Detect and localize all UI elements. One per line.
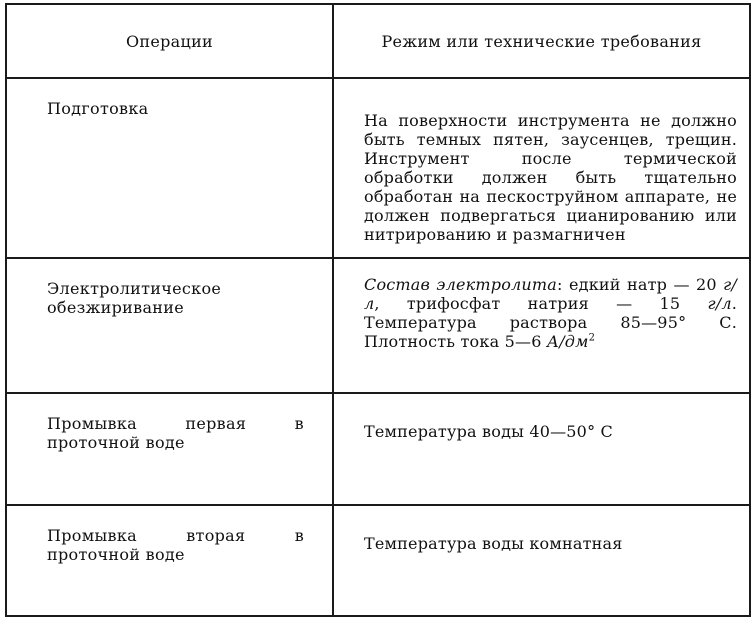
- requirement-text-part2: , трифосфат натрия — 15: [374, 294, 708, 313]
- requirement-cell: Температура воды комнатная: [333, 505, 750, 616]
- unit-gl: г/л: [707, 294, 732, 313]
- header-requirements: Режим или технические требования: [333, 4, 750, 78]
- requirement-cell: [333, 258, 750, 393]
- operation-cell: Промывка вторая в проточной воде: [6, 505, 333, 616]
- unit-exponent: 2: [588, 332, 596, 344]
- electrolyte-label: Состав электролита: [364, 275, 558, 294]
- requirement-cell: Температура воды 40—50° С: [333, 393, 750, 505]
- table-row: [6, 505, 750, 616]
- requirement-text-part1: : едкий натр — 20: [557, 275, 724, 294]
- requirement-text-part3: . Температура раствора 85—95° С. Плотность тока 5—6: [364, 294, 737, 351]
- table-header-row: [6, 4, 750, 78]
- operation-cell: Электролитическое обезжиривание: [6, 258, 333, 393]
- table-row: [6, 258, 750, 393]
- unit-current-density: А/дм: [546, 332, 589, 351]
- operation-cell: Промывка первая в проточной воде: [6, 393, 333, 505]
- operation-cell: Подготовка: [6, 78, 333, 258]
- header-operations: Операции: [6, 4, 333, 78]
- table-row: [6, 393, 750, 505]
- table-row: [6, 78, 750, 258]
- requirement-cell: На поверхности инструмента не должно быть темных пятен, заусенцев, трещин. Инструмент после термической обработки должен быть тщательно обработан на пескоструйном аппарате, не должен подвергаться цианированию или нитрированию и размагничен: [333, 78, 750, 258]
- unit-gl: г/л: [364, 275, 738, 313]
- operations-table: [5, 3, 751, 617]
